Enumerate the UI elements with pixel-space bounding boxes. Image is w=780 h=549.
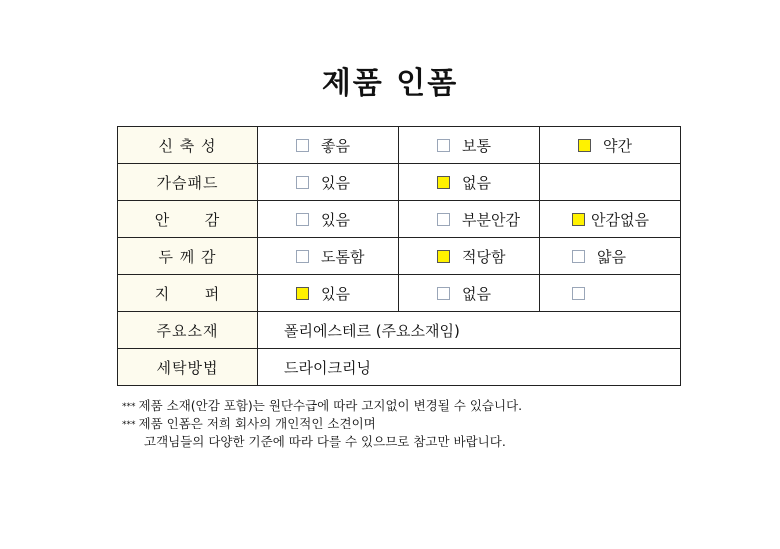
- option-cell: [540, 201, 681, 238]
- row-label-washing: 세탁방법: [118, 349, 258, 386]
- table-row-thickness: [118, 238, 681, 275]
- note-star: ***: [122, 402, 136, 412]
- option-label: 좋음: [321, 136, 350, 155]
- option-cell: [258, 164, 399, 201]
- notes-block: [122, 398, 522, 450]
- material-text: 폴리에스테르 (주요소재임): [284, 321, 460, 340]
- checkbox-unchecked[interactable]: [437, 213, 450, 226]
- option-cell: [258, 275, 399, 312]
- row-label-zipper: 지 퍼: [118, 275, 258, 312]
- option-cell: [399, 238, 540, 275]
- table-row-elasticity: [118, 127, 681, 164]
- option-label: 부분안감: [462, 210, 520, 229]
- note-line-3: [122, 434, 522, 450]
- option-label: 있음: [321, 173, 350, 192]
- checkbox-unchecked[interactable]: [572, 250, 585, 263]
- option-cell: [399, 201, 540, 238]
- option-cell: [399, 164, 540, 201]
- checkbox-unchecked[interactable]: [437, 287, 450, 300]
- option-cell: [399, 127, 540, 164]
- checkbox-unchecked[interactable]: [296, 176, 309, 189]
- option-label: 보통: [462, 136, 491, 155]
- table-row-bust-pad: [118, 164, 681, 201]
- option-cell: [258, 201, 399, 238]
- option-cell: [258, 127, 399, 164]
- checkbox-checked[interactable]: [437, 176, 450, 189]
- option-cell: [399, 275, 540, 312]
- option-cell: [258, 238, 399, 275]
- washing-value: [258, 349, 681, 386]
- row-label-elasticity: 신 축 성: [118, 127, 258, 164]
- option-label: 약간: [603, 136, 632, 155]
- note-text-3: 고객님들의 다양한 기준에 따라 다를 수 있으므로 참고만 바랍니다.: [144, 434, 506, 449]
- option-label: 있음: [321, 210, 350, 229]
- row-label-lining: 안 감: [118, 201, 258, 238]
- checkbox-checked[interactable]: [572, 213, 585, 226]
- option-cell: [540, 275, 681, 312]
- row-label-thickness: 두 께 감: [118, 238, 258, 275]
- option-label: 적당함: [462, 247, 506, 266]
- checkbox-checked[interactable]: [578, 139, 591, 152]
- empty-cell: [540, 164, 681, 201]
- material-value: [258, 312, 681, 349]
- option-label: 도톰함: [321, 247, 365, 266]
- page-title: 제품 인폼: [321, 66, 459, 101]
- option-label: 안감없음: [591, 210, 649, 229]
- note-line-1: [122, 398, 522, 416]
- table-row-lining: [118, 201, 681, 238]
- note-text-1: 제품 소재(안감 포함)는 원단수급에 따라 고지없이 변경될 수 있습니다.: [138, 398, 523, 413]
- option-label: 없음: [462, 284, 491, 303]
- table-row-zipper: [118, 275, 681, 312]
- row-label-bust-pad: 가슴패드: [118, 164, 258, 201]
- option-label: 없음: [462, 173, 491, 192]
- row-label-material: 주요소재: [118, 312, 258, 349]
- checkbox-unchecked[interactable]: [296, 213, 309, 226]
- checkbox-unchecked[interactable]: [572, 287, 585, 300]
- table-row-washing: [118, 349, 681, 386]
- note-line-2: [122, 416, 522, 434]
- option-label: 있음: [321, 284, 350, 303]
- product-info-table: [117, 126, 681, 386]
- checkbox-checked[interactable]: [437, 250, 450, 263]
- washing-text: 드라이크리닝: [284, 358, 371, 377]
- checkbox-unchecked[interactable]: [296, 250, 309, 263]
- checkbox-unchecked[interactable]: [296, 139, 309, 152]
- option-cell: [540, 238, 681, 275]
- checkbox-checked[interactable]: [296, 287, 309, 300]
- option-label: 얇음: [597, 247, 626, 266]
- checkbox-unchecked[interactable]: [437, 139, 450, 152]
- note-star: ***: [122, 420, 136, 430]
- note-text-2: 제품 인폼은 저희 회사의 개인적인 소견이며: [138, 416, 376, 431]
- option-cell: [540, 127, 681, 164]
- table-row-material: [118, 312, 681, 349]
